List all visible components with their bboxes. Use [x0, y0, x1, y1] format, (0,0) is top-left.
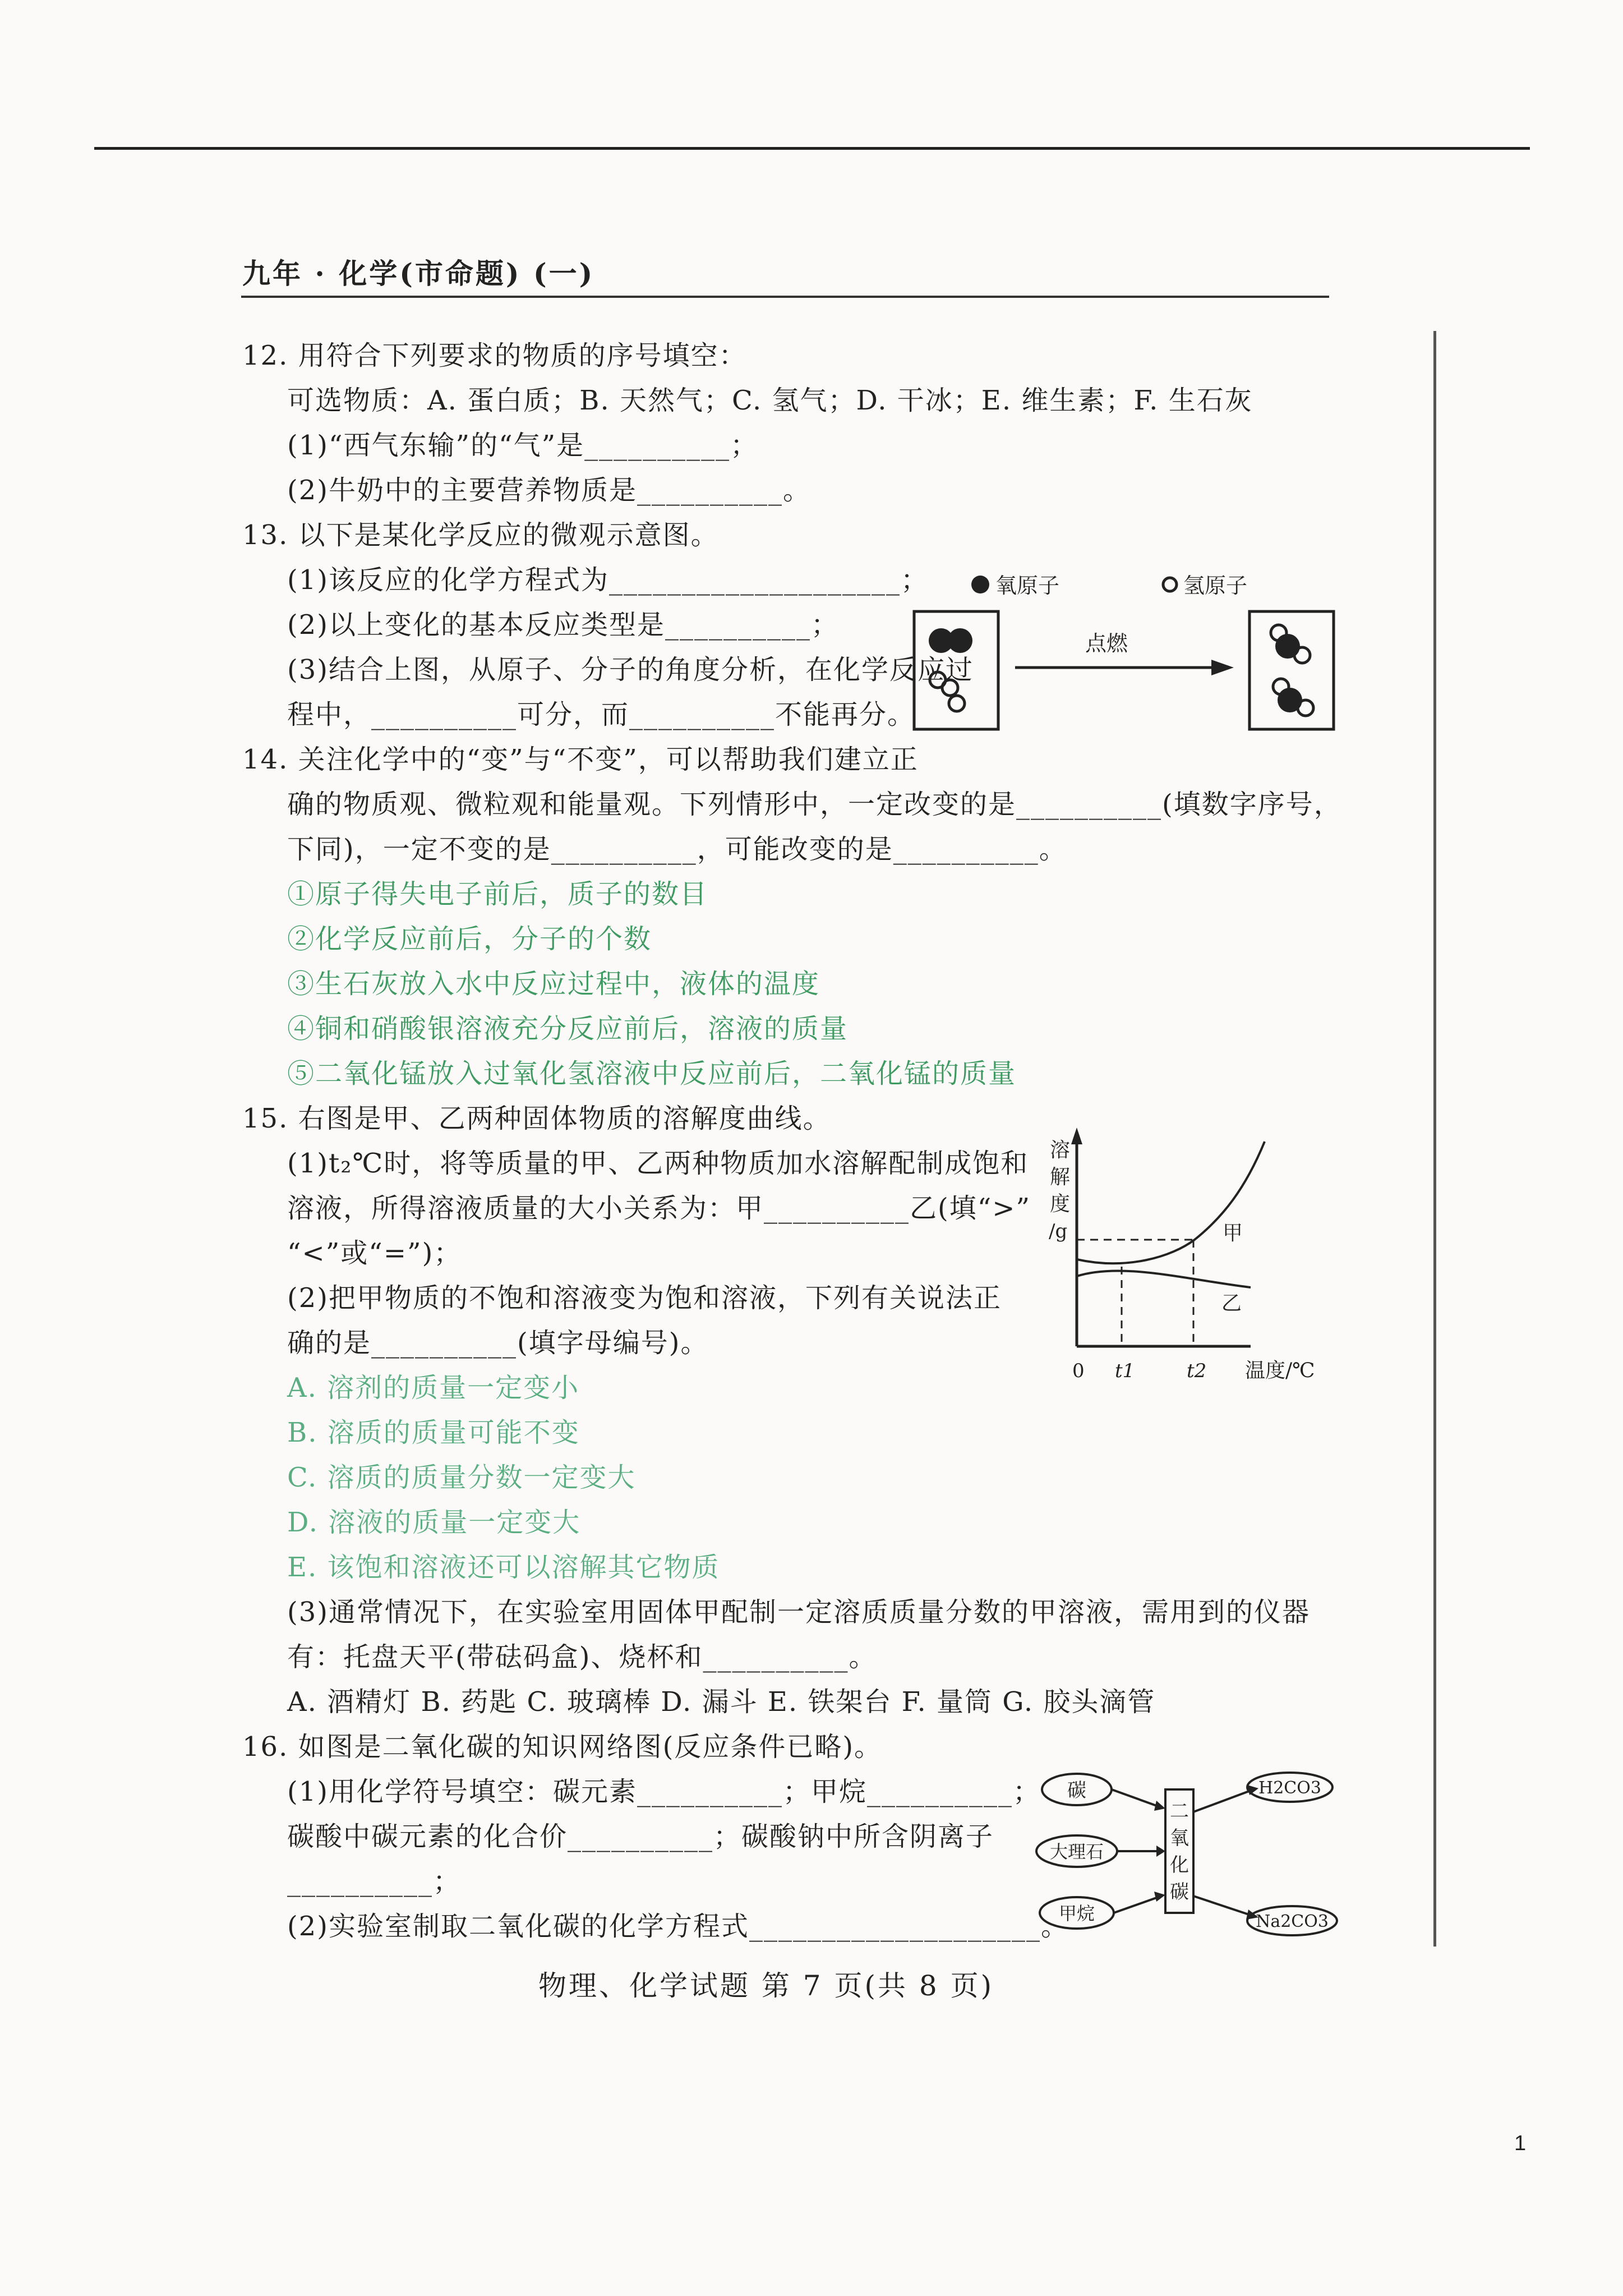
- solubility-chart: [1043, 1128, 1346, 1386]
- text-line: 15. 右图是甲、乙两种固体物质的溶解度曲线。: [242, 1103, 831, 1134]
- text-line: __________；: [287, 1866, 462, 1897]
- text-line: 程中，__________可分，而__________不能再分。: [287, 699, 916, 730]
- text-line: C. 溶质的质量分数一定变大: [287, 1462, 636, 1493]
- exam-header: 九年 · 化学(市命题) (一): [242, 257, 595, 290]
- svg-text:甲烷: 甲烷: [1058, 1903, 1095, 1924]
- svg-text:碳: 碳: [1170, 1881, 1189, 1903]
- text-line: (2)实验室制取二氧化碳的化学方程式____________________。: [287, 1911, 1069, 1942]
- text-line: 12. 用符合下列要求的物质的序号填空：: [242, 340, 747, 371]
- text-line: 可选物质：A. 蛋白质；B. 天然气；C. 氢气；D. 干冰；E. 维生素；F. 生石灰: [287, 385, 1253, 416]
- text-line: (2)以上变化的基本反应类型是__________；: [287, 609, 839, 641]
- ylabel-2: 解: [1050, 1166, 1071, 1189]
- text-line: D. 溶液的质量一定变大: [287, 1507, 581, 1538]
- text-line: (1)该反应的化学方程式为____________________；: [287, 564, 929, 596]
- series-jia-label: 甲: [1223, 1222, 1243, 1245]
- text-line: ③生石灰放入水中反应过程中，液体的温度: [287, 968, 820, 1000]
- margin-line: [1433, 331, 1436, 1947]
- curve-yi: [1077, 1271, 1251, 1287]
- ylabel-4: /g: [1049, 1220, 1068, 1243]
- text-line: 溶液，所得溶液质量的大小关系为：甲__________乙(填“>”: [287, 1193, 1031, 1224]
- text-line: 确的物质观、微粒观和能量观。下列情形中，一定改变的是__________(填数字序号，: [287, 789, 1342, 820]
- text-line: ④铜和硝酸银溶液充分反应前后，溶液的质量: [287, 1013, 849, 1045]
- t1-label: t1: [1115, 1360, 1135, 1382]
- page-number: 1: [1514, 2132, 1527, 2155]
- reaction-diagram: [909, 561, 1346, 740]
- origin-label: 0: [1072, 1360, 1085, 1382]
- svg-text:大理石: 大理石: [1049, 1841, 1104, 1862]
- text-line: E. 该饱和溶液还可以溶解其它物质: [287, 1552, 720, 1583]
- svg-text:氧: 氧: [1170, 1827, 1189, 1849]
- text-line: B. 溶质的质量可能不变: [287, 1417, 580, 1448]
- page-footer: 物理、化学试题 第 7 页(共 8 页): [538, 1970, 994, 2002]
- text-line: 13. 以下是某化学反应的微观示意图。: [242, 519, 719, 551]
- svg-text:二: 二: [1170, 1800, 1189, 1823]
- svg-text:H2CO3: H2CO3: [1258, 1778, 1321, 1798]
- ylabel-1: 溶: [1050, 1139, 1071, 1162]
- text-line: (1)“西气东输”的“气”是__________；: [287, 430, 759, 461]
- arrow-label: 点燃: [1085, 631, 1128, 656]
- svg-text:Na2CO3: Na2CO3: [1256, 1912, 1329, 1931]
- text-line: ②化学反应前后，分子的个数: [287, 923, 652, 955]
- top-rule: [94, 147, 1530, 150]
- hydrogen-atom-legend-icon: [1163, 578, 1177, 591]
- text-line: (2)把甲物质的不饱和溶液变为饱和溶液，下列有关说法正: [287, 1282, 1002, 1314]
- text-line: 有：托盘天平(带砝码盒)、烧杯和__________。: [287, 1641, 877, 1673]
- text-line: ⑤二氧化锰放入过氧化氢溶液中反应前后，二氧化锰的质量: [287, 1058, 1017, 1089]
- text-line: (2)牛奶中的主要营养物质是__________。: [287, 475, 811, 506]
- text-line: (3)结合上图，从原子、分子的角度分析，在化学反应过: [287, 654, 974, 685]
- text-line: (1)用化学符号填空：碳元素__________；甲烷__________；: [287, 1776, 1041, 1807]
- xlabel: 温度/℃: [1245, 1359, 1315, 1382]
- ylabel-3: 度: [1050, 1193, 1071, 1216]
- curve-jia: [1077, 1142, 1265, 1263]
- oxygen-atom-legend-icon: [971, 576, 989, 593]
- text-line: ①原子得失电子前后，质子的数目: [287, 878, 708, 910]
- text-line: 碳酸中碳元素的化合价__________；碳酸钠中所含阴离子: [287, 1821, 994, 1852]
- header-rule: [241, 296, 1329, 298]
- t2-label: t2: [1187, 1360, 1207, 1382]
- text-line: 16. 如图是二氧化碳的知识网络图(反应条件已略)。: [242, 1731, 883, 1763]
- co2-network-diagram: [1026, 1767, 1340, 1952]
- text-line: (3)通常情况下，在实验室用固体甲配制一定溶质质量分数的甲溶液，需用到的仪器: [287, 1596, 1310, 1628]
- text-line: A. 酒精灯 B. 药匙 C. 玻璃棒 D. 漏斗 E. 铁架台 F. 量筒 G. 胶头滴管: [287, 1686, 1156, 1718]
- text-line: 14. 关注化学中的“变”与“不变”，可以帮助我们建立正: [242, 744, 919, 775]
- text-line: (1)t₂℃时，将等质量的甲、乙两种物质加水溶解配制成饱和: [287, 1148, 1029, 1179]
- text-line: “<”或“=”)；: [287, 1237, 462, 1269]
- legend-oxygen: 氧原子: [995, 573, 1060, 598]
- svg-text:碳: 碳: [1067, 1779, 1086, 1802]
- text-line: A. 溶剂的质量一定变小: [287, 1372, 580, 1404]
- text-line: 确的是__________(填字母编号)。: [287, 1327, 709, 1359]
- legend-hydrogen: 氢原子: [1183, 573, 1248, 598]
- series-yi-label: 乙: [1221, 1292, 1242, 1315]
- svg-text:化: 化: [1170, 1854, 1189, 1876]
- text-line: 下同)，一定不变的是__________，可能改变的是__________。: [287, 834, 1067, 865]
